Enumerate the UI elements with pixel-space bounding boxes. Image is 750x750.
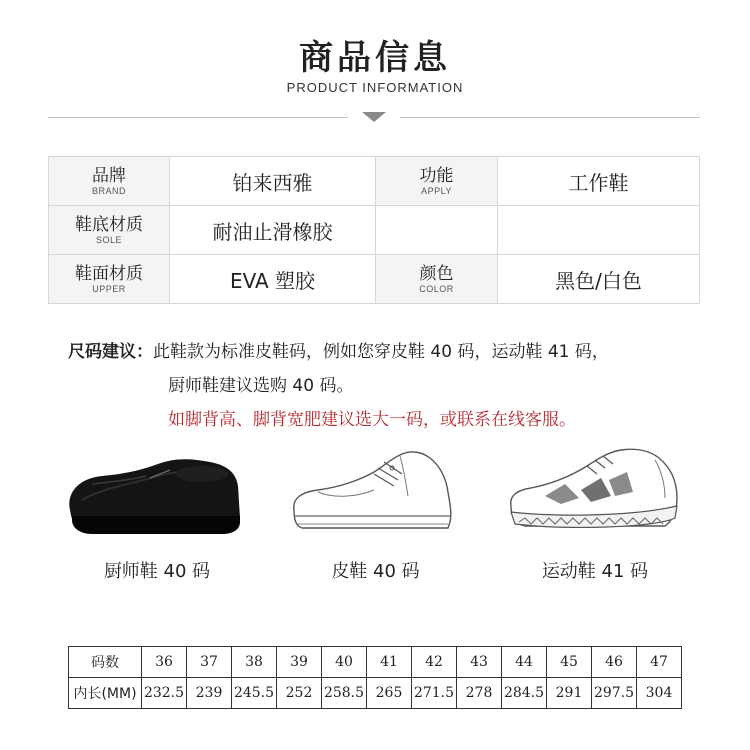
sole-value-cell xyxy=(170,206,376,255)
caret-down-icon xyxy=(362,112,386,122)
color-value: 黑色/白色 xyxy=(555,268,642,293)
length-cell: 291 xyxy=(547,678,592,709)
sole-label: 鞋底材质 xyxy=(75,214,143,235)
length-cell: 258.5 xyxy=(322,678,367,709)
length-cell: 265 xyxy=(367,678,412,709)
function-value: 工作鞋 xyxy=(568,170,629,195)
size-cell: 38 xyxy=(232,647,277,678)
function-label-en: APPLY xyxy=(421,185,452,196)
divider-right xyxy=(400,117,700,118)
size-row-label: 码数 xyxy=(69,647,142,678)
size-cell: 36 xyxy=(142,647,187,678)
brand-value-cell xyxy=(170,157,376,206)
size-advice-note: 如脚背高、脚背宽肥建议选大一码，或联系在线客服。 xyxy=(168,410,576,430)
empty-cell xyxy=(498,206,700,255)
brand-label: 品牌 xyxy=(92,165,126,186)
leather-shoe-icon xyxy=(288,440,463,540)
color-label-en: COLOR xyxy=(419,283,454,294)
function-label: 功能 xyxy=(419,165,454,186)
color-label-cell xyxy=(376,255,498,304)
info-row-upper xyxy=(49,255,700,304)
size-cell: 43 xyxy=(457,647,502,678)
info-row-sole xyxy=(49,206,700,255)
length-cell: 297.5 xyxy=(592,678,637,709)
length-row xyxy=(69,678,682,709)
product-info-table xyxy=(48,156,700,304)
page-subtitle: PRODUCT INFORMATION xyxy=(286,80,464,95)
size-cell: 39 xyxy=(277,647,322,678)
size-cell: 44 xyxy=(502,647,547,678)
upper-value: EVA 塑胶 xyxy=(229,268,316,293)
length-row-label: 内长(MM) xyxy=(69,678,142,709)
size-advice-line1 xyxy=(68,337,609,362)
empty-cell xyxy=(376,206,498,255)
size-row xyxy=(69,647,682,678)
brand-label-en: BRAND xyxy=(91,185,126,196)
upper-label-en: UPPER xyxy=(92,283,126,294)
size-table xyxy=(68,646,682,709)
brand-label-cell xyxy=(49,157,170,206)
length-cell: 245.5 xyxy=(232,678,277,709)
length-cell: 271.5 xyxy=(412,678,457,709)
sneaker-caption: 运动鞋 41 码 xyxy=(541,561,649,582)
upper-label: 鞋面材质 xyxy=(75,263,143,284)
page-title: 商品信息 xyxy=(299,38,451,78)
function-label-cell xyxy=(376,157,498,206)
info-row-brand xyxy=(49,157,700,206)
size-cell: 45 xyxy=(547,647,592,678)
size-cell: 46 xyxy=(592,647,637,678)
size-cell: 37 xyxy=(187,647,232,678)
size-advice-line2: 厨师鞋建议选购 40 码。 xyxy=(168,376,354,396)
color-label: 颜色 xyxy=(419,263,454,284)
size-cell: 47 xyxy=(637,647,682,678)
leather-shoe-caption: 皮鞋 40 码 xyxy=(331,561,420,582)
size-cell: 42 xyxy=(412,647,457,678)
size-cell: 41 xyxy=(367,647,412,678)
length-cell: 278 xyxy=(457,678,502,709)
color-value-cell xyxy=(498,255,700,304)
size-cell: 40 xyxy=(322,647,367,678)
length-cell: 239 xyxy=(187,678,232,709)
sole-label-cell xyxy=(49,206,170,255)
sole-label-en: SOLE xyxy=(95,234,122,245)
size-advice-text: 此鞋款为标准皮鞋码，例如您穿皮鞋 40 码，运动鞋 41 码， xyxy=(153,342,609,362)
length-cell: 304 xyxy=(637,678,682,709)
upper-value-cell xyxy=(170,255,376,304)
divider-left xyxy=(48,117,348,118)
sole-value: 耐油止滑橡胶 xyxy=(212,219,333,244)
function-value-cell xyxy=(498,157,700,206)
length-cell: 232.5 xyxy=(142,678,187,709)
length-cell: 252 xyxy=(277,678,322,709)
brand-value: 铂来西雅 xyxy=(232,170,313,195)
size-advice-label: 尺码建议： xyxy=(68,342,153,362)
chef-clog-icon xyxy=(62,440,252,540)
sneaker-icon xyxy=(505,440,685,540)
length-cell: 284.5 xyxy=(502,678,547,709)
chef-clog-caption: 厨师鞋 40 码 xyxy=(103,561,211,582)
upper-label-cell xyxy=(49,255,170,304)
